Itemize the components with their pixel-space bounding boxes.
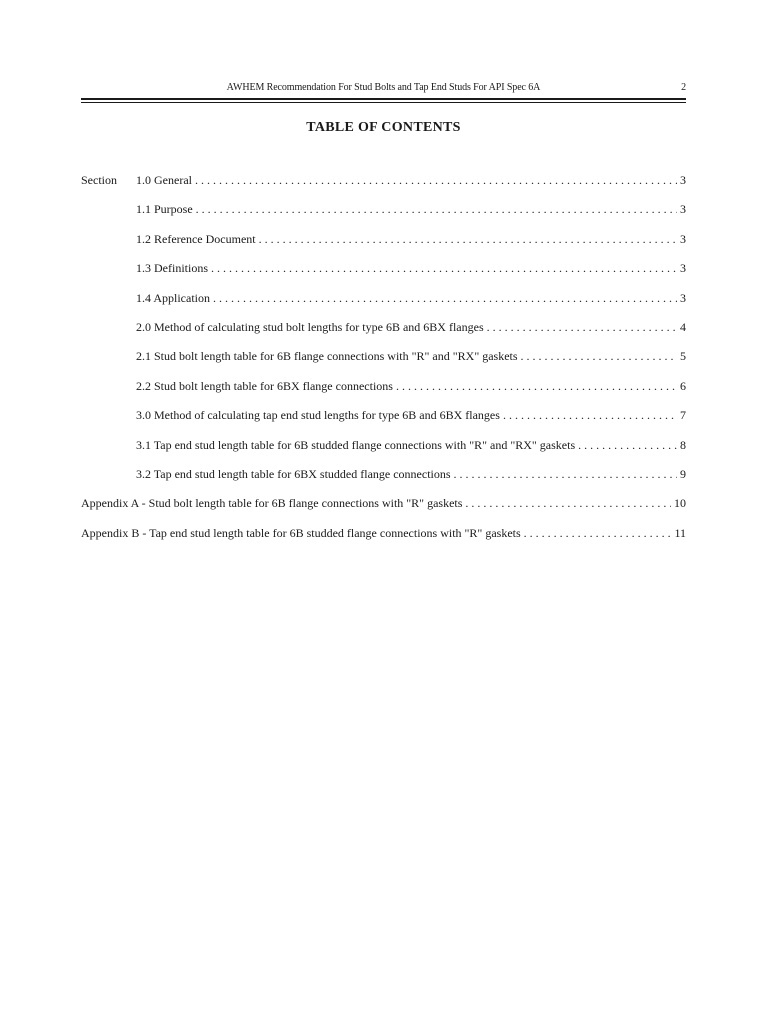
header-title: AWHEM Recommendation For Stud Bolts and Tap End Studs For API Spec 6A — [226, 82, 541, 93]
toc-entry — [81, 289, 686, 318]
toc-dot-leader — [578, 438, 677, 453]
header-rule-thick — [81, 98, 686, 100]
toc-entry — [81, 347, 686, 376]
toc-appendix-entry — [81, 524, 686, 553]
toc-dot-leader — [487, 320, 677, 335]
toc-title: TABLE OF CONTENTS — [306, 120, 461, 135]
header-rule-thin — [81, 102, 686, 103]
toc-entry-label: 3.1 Tap end stud length table for 6B studded flange connections with "R" and "RX" gaskets — [136, 437, 576, 452]
running-header — [81, 82, 686, 98]
toc-entry-label: 2.1 Stud bolt length table for 6B flange connections with "R" and "RX" gaskets — [136, 349, 518, 364]
toc-entry — [81, 171, 686, 200]
toc-entry-page: 6 — [680, 378, 686, 393]
toc-appendix-entry — [81, 494, 686, 523]
toc-entry — [81, 465, 686, 494]
toc-entry — [81, 377, 686, 406]
toc-entry-page: 9 — [680, 466, 686, 481]
toc-entry-page: 3 — [680, 290, 686, 305]
toc-entry-page: 7 — [680, 408, 686, 423]
toc-dot-leader — [396, 379, 677, 394]
toc-entry-page: 4 — [680, 319, 686, 334]
toc-dot-leader — [259, 232, 677, 247]
toc-dot-leader — [524, 526, 672, 541]
toc-dot-leader — [196, 202, 677, 217]
toc-dot-leader — [195, 173, 677, 188]
toc-entry-page: 8 — [680, 437, 686, 452]
header-page-number: 2 — [681, 82, 686, 93]
toc-entry-label: 3.0 Method of calculating tap end stud lengths for type 6B and 6BX flanges — [136, 408, 500, 423]
toc-entry-label: 1.2 Reference Document — [136, 231, 256, 246]
toc-section-prefix — [81, 171, 136, 188]
toc-dot-leader — [503, 408, 677, 423]
toc-appendix-label: Appendix A - Stud bolt length table for 6B flange connections with "R" gaskets — [81, 496, 463, 511]
toc-list — [81, 171, 686, 553]
toc-entry-label: 2.0 Method of calculating stud bolt lengths for type 6B and 6BX flanges — [136, 319, 484, 334]
toc-appendix-page: 10 — [674, 496, 686, 511]
toc-entry — [81, 259, 686, 288]
toc-entry — [81, 436, 686, 465]
toc-dot-leader — [454, 467, 677, 482]
toc-section-prefix-text: Section — [81, 173, 117, 187]
toc-entry — [81, 318, 686, 347]
toc-entry-label: 1.3 Definitions — [136, 261, 208, 276]
toc-dot-leader — [521, 349, 677, 364]
toc-entry-label: 1.1 Purpose — [136, 202, 193, 217]
toc-entry-page: 5 — [680, 349, 686, 364]
toc-entry-page: 3 — [680, 231, 686, 246]
toc-entry-label: 2.2 Stud bolt length table for 6BX flange connections — [136, 378, 393, 393]
toc-entry-page: 3 — [680, 173, 686, 187]
toc-entry-label: 3.2 Tap end stud length table for 6BX studded flange connections — [136, 466, 451, 481]
toc-entry — [81, 200, 686, 229]
toc-dot-leader — [213, 291, 677, 306]
toc-dot-leader — [211, 261, 677, 276]
toc-entry — [81, 406, 686, 435]
toc-entry-page: 3 — [680, 202, 686, 217]
toc-entry-page: 3 — [680, 261, 686, 276]
toc-entry-label: 1.0 General — [136, 173, 192, 187]
toc-appendix-label: Appendix B - Tap end stud length table for 6B studded flange connections with "R" gaskets — [81, 525, 521, 540]
toc-entry — [81, 230, 686, 259]
toc-appendix-page: 11 — [674, 525, 686, 540]
toc-dot-leader — [465, 496, 671, 511]
toc-entry-label: 1.4 Application — [136, 290, 210, 305]
